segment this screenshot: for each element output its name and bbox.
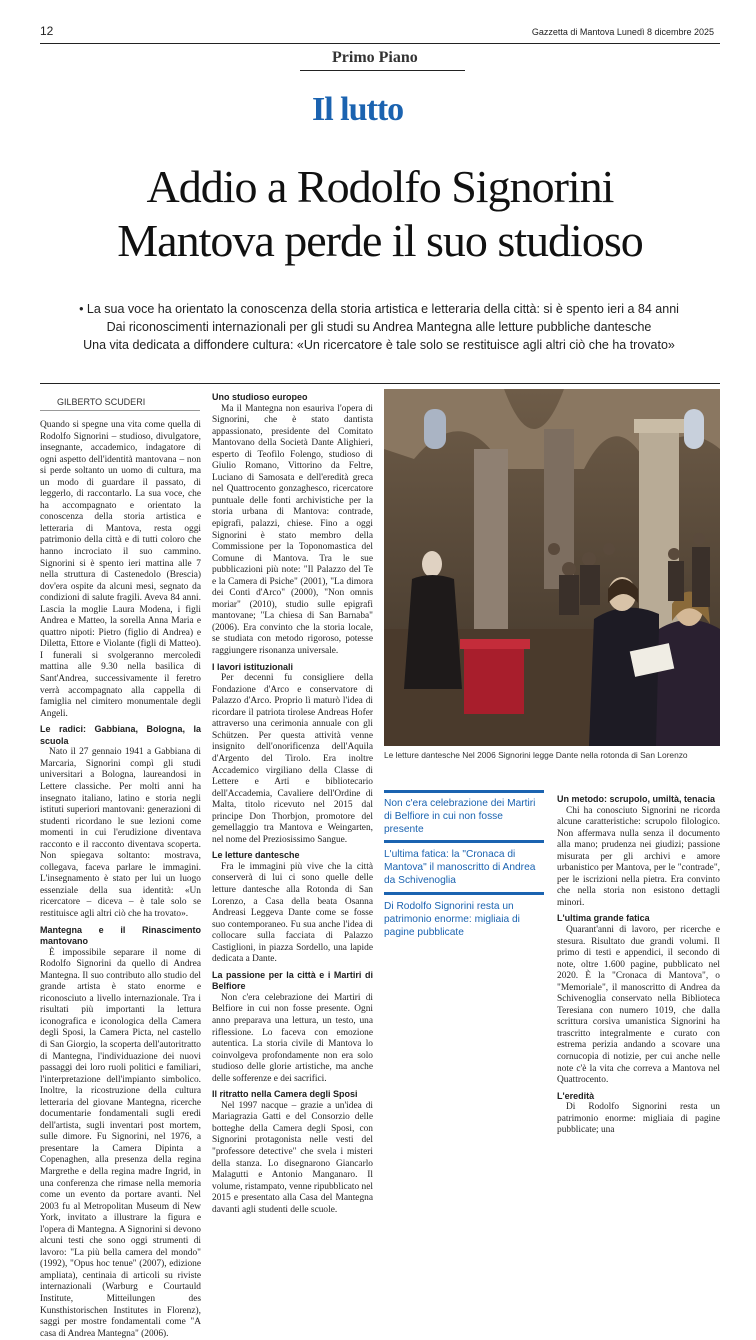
subheading: Il ritratto nella Camera degli Sposi	[212, 1089, 358, 1100]
section-title: Primo Piano	[332, 49, 418, 66]
byline-rule	[40, 410, 200, 411]
byline: GILBERTO SCUDERI	[57, 397, 146, 407]
pull-quote: L'ultima fatica: la "Cronaca di Mantova" il manoscritto di Andrea da Schivenoglia	[384, 849, 536, 886]
headline-line-1: Addio a Rodolfo Signorini	[146, 161, 614, 212]
subheading: Un metodo: scrupolo, umiltà, tenacia	[557, 794, 716, 804]
subheading: I lavori istituzionali	[212, 661, 294, 672]
paragraph: Ma il Mantegna non esauriva l'opera di Signorini, che è stato dantista appassionato, presidente del Comitato Mantovano della Società Dante Alighieri, esperto di Teofilo Folengo, studioso di Giulio Romano, Vittorino da Feltre, Luciano di Samosata e dell'eredità greca nel Quattrocento gonzaghesco, ricercatore puntuale delle fonti archivistiche per la storia urbana di Mantova: contrade, epigrafi, palazzi, chiese. Fino a oggi Signorini è stato membro della Commissione per la Toponomastica del Comune di Mantova. Tra le sue pubblicazioni più note: "Il Palazzo del Te e la Camera di Psiche" (2001), "La dimora dei Conti d'Arco" (2000), "Non omnis moriar" (2010), studio sulle epigrafi mantovane; "La chiesa di San Barnaba" (2006). Era convinto che la storia locale, se studiata con metodo rigoroso, potesse raggiungere risonanza universale.	[212, 403, 373, 657]
paragraph: Di Rodolfo Signorini resta un patrimonio enorme: migliaia di pagine pubblicate; una	[557, 1102, 720, 1136]
quote-bar	[384, 840, 544, 843]
article-column-2	[212, 388, 373, 1215]
newspaper-info: Gazzetta di Mantova Lunedì 8 dicembre 2025	[531, 27, 714, 37]
paragraph: Quarant'anni di lavoro, per ricerche e stesura. Risultato due grandi volumi. Il primo di testi e appendici, il secondo di note, oltre 1.600 pagine, pubblicato nel 2020. È la "Cronaca di Mantova", o "Memoriale", il manoscritto di Andrea da Schivenoglia conservato nella Biblioteca Teresiana con numero 1019, che dalla scrittura corsiva umanistica Signorini ha trascritto integralmente e curato con estrema perizia andando a scovare una cornucopia di notizie, per cui anche nelle note c'è la vita che correva a Mantova nel Quattrocento.	[557, 925, 720, 1086]
subheading: Mantegna e il Rinascimento mantovano	[40, 924, 201, 947]
paragraph: Chi ha conosciuto Signorini ne ricorda alcune caratteristiche: scrupolo filologico. Non affermava nulla senza il documento alla mano; prudenza nei giudizi; passione misurata per gli archivi e amore urbanistico per Mantova, per le "contrade", per le iscrizioni nella pietra. Era convinto che nella storia non esistono dettagli minori.	[557, 805, 720, 908]
subhead-line-3: Una vita dedicata a diffondere cultura: «Un ricercatore è tale solo se restituisce agli altri ciò che ha trovato»	[83, 338, 675, 352]
paragraph: Nel 1997 nacque – grazie a un'idea di Mariagrazia Gatti e del Consorzio delle botteghe della Camera degli Sposi, con Signorini protagonista nelle vesti del "professore detective" che svela i misteri della stanza. Lo disegnarono Giancarlo Malagutti e Antonio Manganaro. Il volume, ristampato, venne ripubblicato nel 2015 e presentato alla Casa del Mantegna davanti agli studenti delle scuole.	[212, 1100, 373, 1215]
paragraph: Per decenni fu consigliere della Fondazione d'Arco e conservatore di Palazzo d'Arco. Proprio lì maturò l'idea di ricordare il patriota tirolese Andreas Hofer attraverso una cerimonia annuale con gli Schützen. Per questa attività venne insignito dell'onorificenza dell'Aquila d'Argento del Tirolo. Era inoltre Accademico virgiliano della Classe di Lettere e Arti e bibliotecario dell'Accademia, Cavaliere dell'Ordine di Malta, titolo ricevuto nel 2015 dal principe Don Thorbjon, promotore del gemellaggio tra Mantova e Weingarten, nel nome del Preziosissimo Sangue.	[212, 673, 373, 845]
subheadline	[40, 300, 718, 354]
header-rule	[40, 43, 720, 44]
pull-quote: Di Rodolfo Signorini resta un patrimonio enorme: migliaia di pagine pubblicate	[384, 901, 520, 938]
quote-bar	[384, 790, 544, 793]
article-column-4	[557, 790, 720, 1136]
page-number: 12	[40, 24, 54, 38]
paragraph: È impossibile separare il nome di Rodolfo Signorini da quello di Andrea Mantegna. Il suo contributo allo studio del grande artista è stato enorme e riconosciuto a livello internazionale. Tra i risultati più importanti la lettura iconografica e iconologica della Camera degli Sposi, la Camera Picta, nel castello di San Giorgio, la scoperta dell'autoritratto di Mantegna, l'individuazione dei nuovi passaggi dei loro ruoli politici e familiari, l'interpretazione dell'impianto simbolico. Inoltre, la ricostruzione della cultura letteraria del giovane Mantegna, ricerche documentarie fondamentali sugli eredi dell'artista, sugli inventari post mortem, sulle dimore. Fu Signorini, nel 1976, a presentare la Camera Dipinta a Copenaghen, alla presenza della regina Margrethe e della regina madre Ingrid, in una conferenza che rimase nella memoria come un evento da portare avanti. Nel 2003 fu al Metropolitan Museum di New York, invitato a illustrare la figura e l'opera di Mantegna. A Signorini si devono alcuni testi che sono oggi strumenti di lavoro: "La più bella camera del mondo" (1992), "Opus hoc tenue" (2007), edizione ampliata), centinaia di articoli su riviste internazionali (Warburg e Courtauld Institute, Mitteilungen des Kunsthistorischen Institutes in Florenz), saggi per mostre fondamentali come "A casa di Andrea Mantegna" (2006).	[40, 947, 201, 1339]
headline	[40, 160, 720, 268]
photo-illustration	[384, 389, 720, 746]
article-column-1	[40, 420, 201, 1339]
quote-bar	[384, 892, 544, 895]
kicker: Il lutto	[312, 91, 404, 128]
subheading: La passione per la città e i Martiri di Belfiore	[212, 969, 373, 992]
subhead-line-2: Dai riconoscimenti internazionali per gli studi su Andrea Mantegna alle letture pubbliche dantesche	[106, 320, 652, 334]
subheading: Le letture dantesche	[212, 850, 300, 861]
article-photo	[384, 389, 720, 746]
paragraph: Nato il 27 gennaio 1941 a Gabbiana di Marcaria, Signorini compì gli studi universitari a Bologna, laureandosi in Lettere classiche. Per molti anni ha insegnato italiano, latino e storia negli istituti superiori mantovani: generazioni di studenti ricordano le sue lezioni come momenti in cui l'erudizione diventava racconto e il racconto diventava scoperta. Non spiegava soltanto: mostrava, collegava, faceva parlare le immagini. L'insegnamento è stato per lui un luogo essenziale della sua identità: «Un ricercatore – diceva – è tale solo se restituisce agli altri ciò che ha trovato».	[40, 747, 201, 919]
subheading: L'eredità	[557, 1090, 595, 1101]
paragraph: Quando si spegne una vita come quella di Rodolfo Signorini – studioso, divulgatore, insegnante, accademico, indagatore di ogni aspetto dell'identità mantovana – non si perde soltanto un uomo di cultura, ma un modo di guardare il passato, di leggerlo, di raccontarlo. La sua voce, che ha accompagnato e orientato la conoscenza della storia artistica e letteraria di Mantova, resta oggi patrimonio della città e di tutti coloro che hanno incrociato il suo cammino. Signorini si è spento ieri mattina alle 7 nella struttura di Castenedolo (Brescia) dov'era ospite da alcuni mesi, segnato da condizioni di salute fragili. Aveva 84 anni. Lascia la moglie Laura Modena, i figli Andrea e Matteo, la sorella Anna Maria e quattro nipoti: Pietro (figlio di Andrea) e Diletta, Ettore e Violante (figli di Matteo). I funerali si svolgeranno mercoledì mattina alle 9.30 nella basilica di Sant'Andrea, successivamente il feretro verrà accompagnato alla cappella di famiglia nel cimitero monumentale degli Angeli.	[40, 420, 201, 719]
photo-caption: Le letture dantesche Nel 2006 Signorini legge Dante nella rotonda di San Lorenzo	[384, 750, 688, 760]
pull-quote: Non c'era celebrazione dei Martiri di Belfiore in cui non fosse presente	[384, 798, 536, 835]
headline-line-2: Mantova perde il suo studioso	[117, 215, 643, 266]
subhead-line-1: • La sua voce ha orientato la conoscenza della storia artistica e letteraria della città: si è spento ieri a 84 anni	[79, 302, 679, 316]
article-rule	[40, 383, 720, 384]
paragraph: Fra le immagini più vive che la città conserverà di lui ci sono quelle delle letture dantesche alla Rotonda di San Lorenzo, a Casa della beata Osanna Andreasi Leggeva Dante come se fosse suo contemporaneo. Fu sua anche l'idea di collocare sulla facciata di Palazzo Castiglioni, in piazza Sordello, una lapide dedicata a Dante.	[212, 861, 373, 965]
section-rule	[300, 70, 465, 71]
subheading: Le radici: Gabbiana, Bologna, la scuola	[40, 724, 201, 746]
subheading: L'ultima grande fatica	[557, 913, 650, 924]
subheading: Uno studioso europeo	[212, 392, 308, 402]
paragraph: Non c'era celebrazione dei Martiri di Belfiore in cui non fosse presente. Ogni anno preparava una lettura, un testo, una riflessione. Lo faceva con emozione autentica. La storia civile di Mantova lo coinvolgeva profondamente non era solo studioso delle glorie artistiche, ma anche delle sofferenze e dei sacrifici.	[212, 992, 373, 1084]
